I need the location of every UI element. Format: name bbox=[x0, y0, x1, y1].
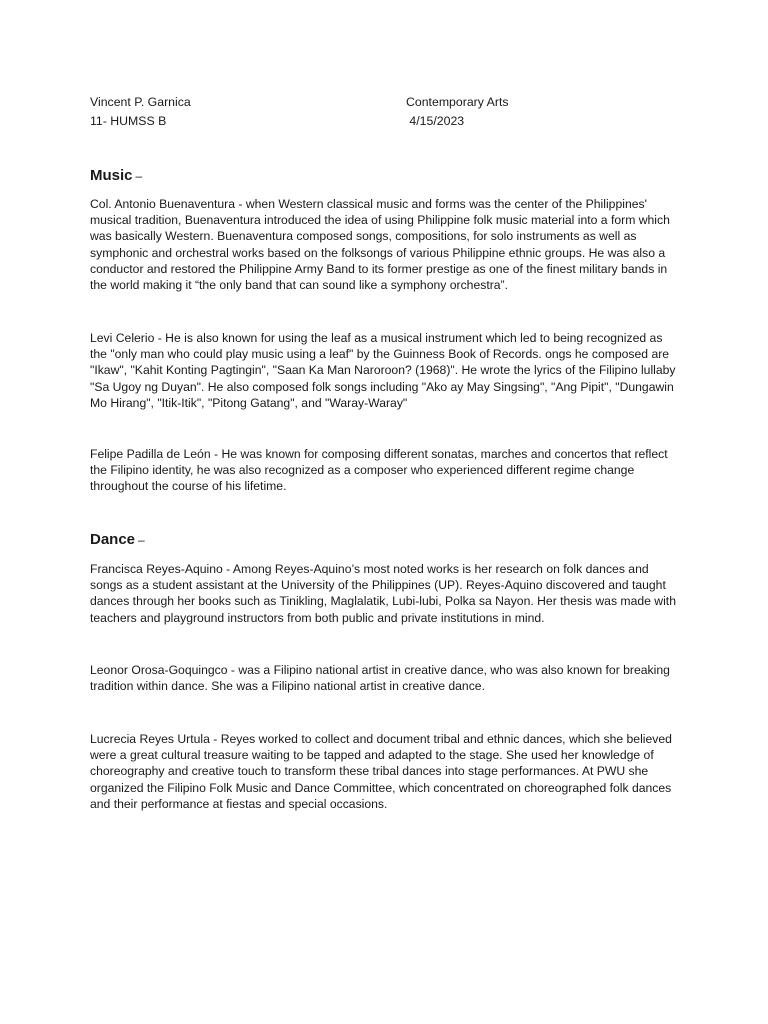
subject-name: Contemporary Arts bbox=[406, 95, 509, 109]
paragraph-de-leon: Felipe Padilla de León - He was known for composing different sonatas, marches and concertos that reflect the Filipino identity, he was also recognized as a composer who experienced different regime change throughout the course of his lifetime. bbox=[90, 447, 668, 494]
paragraph-orosa-goquingco: Leonor Orosa-Goquingco - was a Filipino national artist in creative dance, who was also known for breaking tradition within dance. She was a Filipino national artist in creative dance. bbox=[90, 663, 670, 694]
class-section: 11- HUMSS B bbox=[90, 114, 167, 128]
dance-heading bbox=[90, 531, 145, 549]
paragraph-reyes-urtula: Lucrecia Reyes Urtula - Reyes worked to collect and document tribal and ethnic dances, which she believed were a great cultural treasure waiting to be tapped and adapted to the stage. She used her knowledge of choreography and creative touch to transform these tribal dances into stage performances. At PWU she organized the Filipino Folk Music and Dance Committee, which concentrated on choreographed folk dances and their performance at fiestas and special occasions. bbox=[90, 732, 672, 811]
paragraph-reyes-aquino: Francisca Reyes-Aquino - Among Reyes-Aquino’s most noted works is her research on folk dances and songs as a student assistant at the University of the Philippines (UP). Reyes-Aquino discovered and taught dances through her books such as Tinikling, Maglalatik, Lubi-lubi, Polka sa Nayon. Her thesis was made with teachers and playground instructors from both public and private institutions in mind. bbox=[90, 562, 676, 625]
paragraph-celerio: Levi Celerio - He is also known for using the leaf as a musical instrument which led to being recognized as the "only man who could play music using a leaf" by the Guinness Book of Records. ongs he composed are "Ikaw", "Kahit Konting Pagtingin", "Saan Ka Man Naroroon? (1968)". He wrote the lyrics of the Filipino lullaby "Sa Ugoy ng Duyan". He also composed folk songs including "Ako ay May Singsing", "Ang Pipit", "Dungawin Mo Hirang", "Itik-Itik", "Pitong Gatang", and "Waray-Waray" bbox=[90, 331, 676, 410]
music-heading bbox=[90, 167, 142, 185]
document-date: 4/15/2023 bbox=[406, 114, 465, 128]
header-right bbox=[406, 94, 509, 132]
header-left bbox=[90, 94, 191, 132]
music-heading-text: Music bbox=[90, 167, 133, 184]
dance-heading-text: Dance bbox=[90, 531, 136, 548]
paragraph-buenaventura: Col. Antonio Buenaventura - when Western classical music and forms was the center of the Philippines' musical tradition, Buenaventura introduced the idea of using Philippine folk music material into a form which was basically Western. Buenaventura composed songs, compositions, for solo instruments as well as symphonic and orchestral works based on the folksongs of various Philippine ethnic groups. He was also a conductor and restored the Philippine Army Band to its former prestige as one of the finest military bands in the world making it “the only band that can sound like a symphony orchestra”. bbox=[90, 197, 670, 293]
author-name: Vincent P. Garnica bbox=[90, 95, 191, 109]
music-heading-dash: – bbox=[135, 169, 143, 183]
dance-heading-dash: – bbox=[138, 533, 145, 547]
